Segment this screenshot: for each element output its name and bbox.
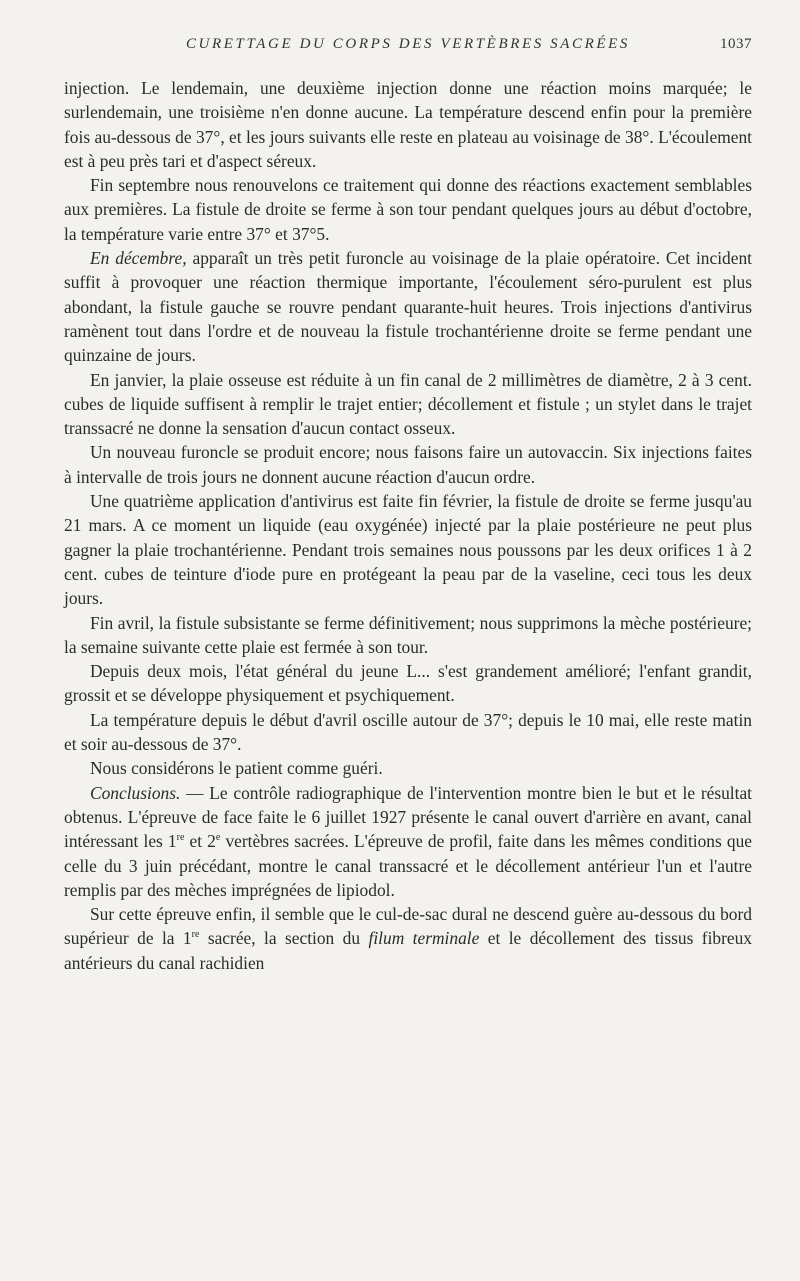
- paragraph-12-part-a: Sur cette épreuve enfin, il semble que le cul-de-sac dural ne descend guère au-dessous du bord supérieur de la 1: [64, 904, 752, 949]
- paragraph-1: injection. Le lendemain, une deuxième injection donne une réaction moins marquée; le surlendemain, une troisième n'en donne aucune. La température descend enfin pour la première fois au-dessous de 37°, et les jours suivants elle reste en plateau au voisinage de 38°. L'écoulement est à peu près tari et d'aspect séreux.: [64, 78, 752, 171]
- paragraph-9: La température depuis le début d'avril oscille autour de 37°; depuis le 10 mai, elle reste matin et soir au-dessous de 37°.: [64, 709, 752, 755]
- superscript-re-2: re: [191, 929, 200, 941]
- paragraph-12: [64, 902, 752, 975]
- paragraph-11-part-b: et 2: [184, 831, 216, 852]
- paragraph-6: Une quatrième application d'antivirus est faite fin février, la fistule de droite se ferme jusqu'au 21 mars. A ce moment un liquide (eau oxygénée) injecté par la plaie postérieure ne peut plus gagner la plaie trochantérienne. Pendant trois semaines nous poussons par les deux orifices 1 à 2 cent. cubes de teinture d'iode pure en protégeant la peau par de la vaseline, ceci tous les deux jours.: [64, 491, 752, 609]
- paragraph-5: Un nouveau furoncle se produit encore; nous faisons faire un autovaccin. Six injections faites à intervalle de trois jours ne donnent aucune réaction d'aucun ordre.: [64, 442, 752, 487]
- paragraph-11-part-c: vertèbres sacrées. L'épreuve de profil, faite dans les mêmes conditions que celle du 3 juin précédant, montre le canal transsacré et le décollement antérieur l'un et l'autre remplis par des mèches imprégnées de lipiodol.: [64, 831, 752, 900]
- superscript-re: re: [176, 832, 185, 844]
- paragraph-8: Depuis deux mois, l'état général du jeune L... s'est grandement amélioré; l'enfant grandit, grossit et se développe physiquement et psychiquement.: [64, 661, 752, 706]
- filum-terminale: filum terminale: [368, 928, 480, 949]
- paragraph-2: Fin septembre nous renouvelons ce traitement qui donne des réactions exactement semblables aux premières. La fistule de droite se ferme à son tour pendant quelques jours au début d'octobre, la température varie entre 37° et 37°5.: [64, 175, 752, 244]
- paragraph-11-part-a: — Le contrôle radiographique de l'intervention montre bien le but et le résultat obtenus. L'épreuve de face faite le 6 juillet 1927 présente le canal ouvert d'arrière en avant, canal intéressant les 1: [64, 782, 752, 852]
- paragraph-4: En janvier, la plaie osseuse est réduite à un fin canal de 2 millimètres de diamètre, 2 à 3 cent. cubes de liquide suffisent à remplir le trajet entier; décollement et fistule ; un stylet dans le trajet transsacré ne donne la sensation d'aucun contact osseux.: [64, 369, 752, 439]
- paragraph-12-part-b: sacrée, la section du: [199, 928, 369, 949]
- paragraph-3: [64, 246, 752, 367]
- paragraph-3-rest: apparaît un très petit furoncle au voisinage de la plaie opératoire. Cet incident suffit à provoquer une réaction thermique importante, l'écoulement séro-purulent est plus abondant, la fistule gauche se rouvre pendant quarante-huit heures. Trois injections d'antivirus ramènent tout dans l'ordre et de nouveau la fistule trochantérienne droite se ferme pendant une quinzaine de jours.: [64, 248, 752, 366]
- conclusions-heading: Conclusions.: [90, 782, 181, 803]
- body-text: [64, 76, 752, 975]
- paragraph-11: [64, 781, 752, 902]
- running-header: [64, 36, 752, 66]
- running-title: CURETTAGE DU CORPS DES VERTÈBRES SACRÉES: [185, 36, 631, 52]
- page-number: 1037: [720, 36, 752, 52]
- paragraph-7: Fin avril, la fistule subsistante se ferme définitivement; nous supprimons la mèche postérieure; la semaine suivante cette plaie est fermée à son tour.: [64, 612, 752, 657]
- paragraph-3-lead: En décembre,: [90, 248, 187, 269]
- paragraph-10: Nous considérons le patient comme guéri.: [90, 758, 383, 779]
- superscript-e: e: [215, 832, 221, 844]
- paragraph-12-part-c: et le décollement des tissus fibreux antérieurs du canal rachidien: [64, 928, 752, 973]
